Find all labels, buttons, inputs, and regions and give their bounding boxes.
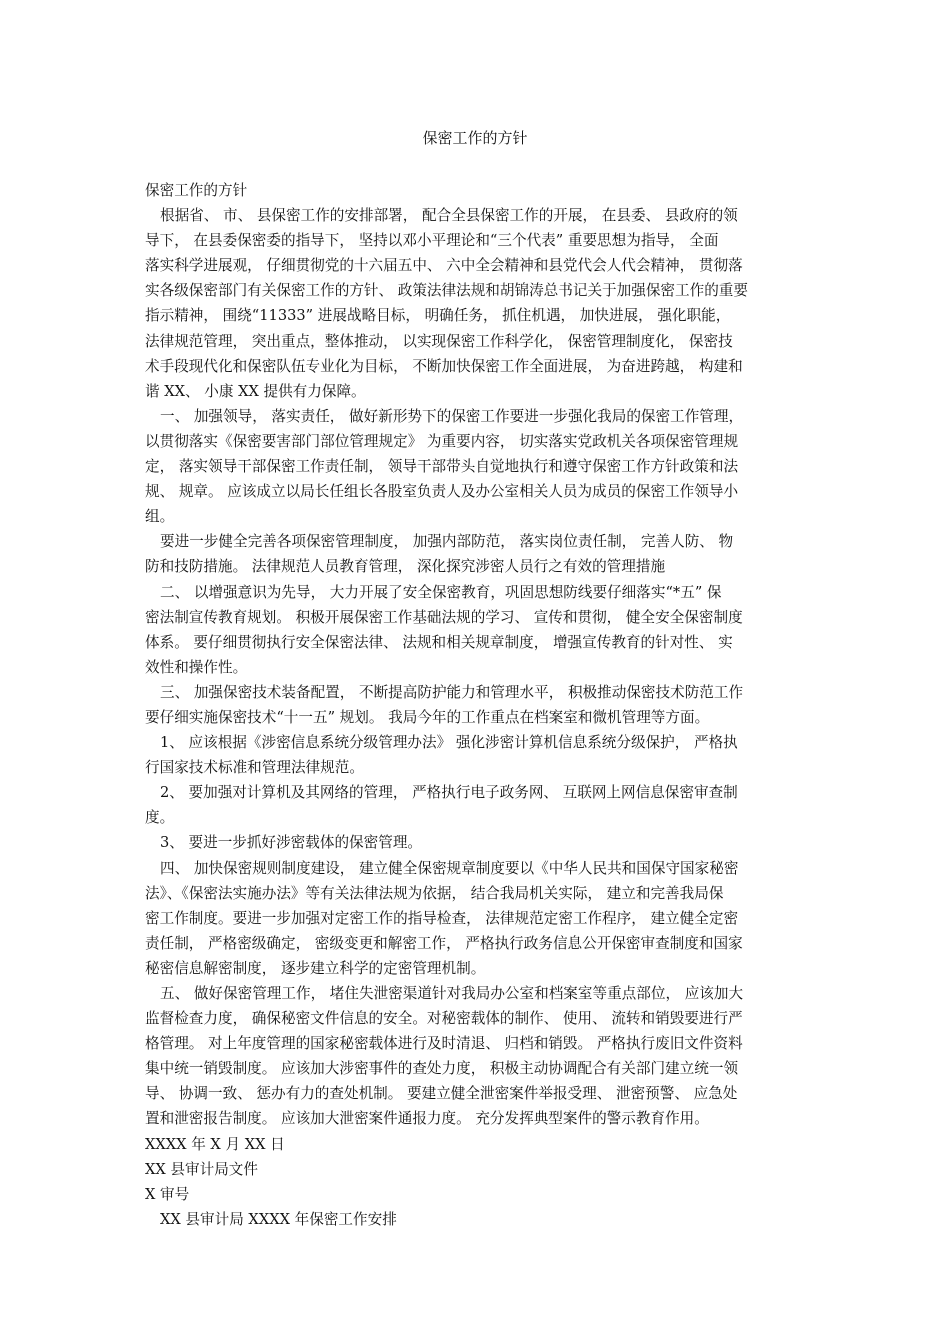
text-line: 二、 以增强意识为先导， 大力开展了安全保密教育，巩固思想防线要仔细落实“*五” 保 [160, 583, 722, 601]
text-line: 导下， 在县委保密委的指导下， 坚持以邓小平理论和“三个代表” 重要思想为指导， 全面 [145, 232, 719, 250]
text-line: 定， 落实领导干部保密工作责任制， 领导干部带头自觉地执行和遵守保密工作方针政策和法 [145, 458, 739, 476]
text-line: 导、 协调一致、 惩办有力的查处机制。 要建立健全泄密案件举报受理、 泄密预警、 应急处 [145, 1085, 738, 1103]
text-line: 3、 要进一步抓好涉密载体的保密管理。 [160, 834, 423, 852]
text-line: 五、 做好保密管理工作， 堵住失泄密渠道针对我局办公室和档案室等重点部位， 应该加大 [160, 985, 744, 1002]
text-line: 2、 要加强对计算机及其网络的管理， 严格执行电子政务网、 互联网上网信息保密审查制 [160, 784, 738, 802]
text-line: 行国家技术标准和管理法律规范。 [145, 759, 364, 777]
text-line: 规、 规章。 应该成立以局长任组长各股室负责人及办公室相关人员为成员的保密工作领导小 [145, 483, 739, 501]
text-line: 法律规范管理， 突出重点，整体推动， 以实现保密工作科学化， 保密管理制度化， 保密技 [145, 332, 733, 350]
text-line: X 审号 [145, 1185, 190, 1203]
text-line: 指示精神， 围绕“11333” 进展战略目标， 明确任务， 抓住机遇， 加快进展， 强化职能， [145, 307, 731, 325]
text-line: 监督检查力度， 确保秘密文件信息的安全。对秘密载体的制作、 使用、 流转和销毁要进行严 [145, 1010, 743, 1028]
text-line: 置和泄密报告制度。 应该加大泄密案件通报力度。 充分发挥典型案件的警示教育作用。 [145, 1110, 709, 1128]
text-line: 体系。 要仔细贯彻执行安全保密法律、 法规和相关规章制度， 增强宣传教育的针对性、 实 [145, 633, 733, 651]
text-line: 密工作制度。要进一步加强对定密工作的指导检查， 法律规范定密工作程序， 建立健全定密 [145, 909, 739, 927]
page-title: 保密工作的方针 [422, 129, 528, 147]
text-line: XX 县审计局文件 [145, 1160, 258, 1178]
text-line: 效性和操作性。 [145, 658, 248, 676]
text-line: 谐 XX、 小康 XX 提供有力保障。 [145, 382, 366, 400]
text-line: 术手段现代化和保密队伍专业化为目标， 不断加快保密工作全面进展， 为奋进跨越， 构建和 [145, 357, 743, 375]
document-body [145, 178, 807, 1232]
text-line: 根据省、 市、 县保密工作的安排部署， 配合全县保密工作的开展， 在县委、 县政府的领 [160, 207, 738, 225]
text-line: 保密工作的方针 [145, 182, 248, 199]
text-line: 要进一步健全完善各项保密管理制度， 加强内部防范， 落实岗位责任制， 完善人防、 物 [160, 533, 734, 551]
text-line: 三、 加强保密技术装备配置， 不断提高防护能力和管理水平， 积极推动保密技术防范工作 [160, 683, 744, 701]
text-line: 组。 [145, 508, 175, 526]
text-line: 以贯彻落实《保密要害部门部位管理规定》 为重要内容， 切实落实党政机关各项保密管理规 [145, 432, 739, 450]
text-line: 一、 加强领导， 落实责任， 做好新形势下的保密工作要进一步强化我局的保密工作管理， [160, 407, 744, 425]
text-line: 格管理。 对上年度管理的国家秘密载体进行及时清退、 归档和销毁。 严格执行废旧文件资料 [145, 1035, 743, 1053]
text-line: 秘密信息解密制度， 逐步建立科学的定密管理机制。 [145, 959, 486, 977]
text-line: 防和技防措施。 法律规范人员教育管理， 深化探究涉密人员行之有效的管理措施 [145, 558, 666, 576]
text-line: 责任制， 严格密级确定， 密级变更和解密工作， 严格执行政务信息公开保密审查制度和国家 [145, 934, 743, 952]
text-line: 1、 应该根据《涉密信息系统分级管理办法》 强化涉密计算机信息系统分级保护， 严格执 [160, 734, 738, 752]
text-line: 落实科学进展观， 仔细贯彻党的十六届五中、 六中全会精神和县党代会人代会精神， 贯彻落 [145, 257, 743, 275]
text-line: 要仔细实施保密技术“十一五” 规划。 我局今年的工作重点在档案室和微机管理等方面。 [145, 708, 710, 726]
text-line: 法》、《保密法实施办法》等有关法律法规为依据， 结合我局机关实际， 建立和完善我局保 [145, 884, 724, 902]
text-line: 集中统一销毁制度。 应该加大涉密事件的查处力度， 积极主动协调配合有关部门建立统一领 [145, 1060, 739, 1078]
text-line: 实各级保密部门有关保密工作的方针、 政策法律法规和胡锦涛总书记关于加强保密工作的重要 [145, 282, 748, 300]
text-line: XXXX 年 X 月 XX 日 [145, 1135, 285, 1153]
text-line: 密法制宣传教育规划。 积极开展保密工作基础法规的学习、 宣传和贯彻， 健全安全保密制度 [145, 608, 743, 626]
text-line: 四、 加快保密规则制度建设， 建立健全保密规章制度要以《中华人民共和国保守国家秘密 [160, 859, 739, 877]
text-line: XX 县审计局 XXXX 年保密工作安排 [160, 1210, 397, 1228]
text-line: 度。 [145, 809, 175, 827]
